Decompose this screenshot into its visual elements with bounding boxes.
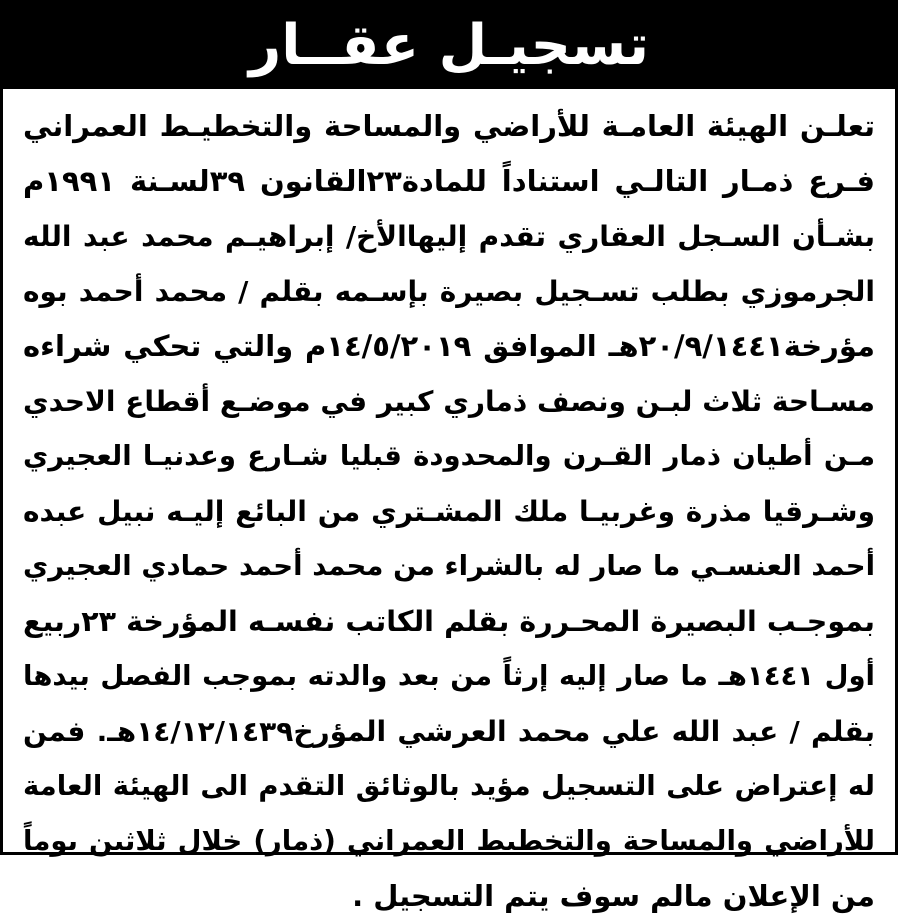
body-line: بموجـب البصيرة المحـررة بقلم الكاتب نفسـه المؤرخة ٢٣ربيع	[23, 605, 875, 638]
body-line: فـرع ذمـار التالـي استناداً للمادة٢٣القانون ٣٩لسـنة ١٩٩١م	[23, 164, 875, 198]
notice-body	[23, 99, 875, 924]
body-line: بشـأن السـجل العقاري تقدم إليهاالأخ/ إبراهيـم محمد عبد الله	[23, 220, 875, 253]
body-line: أحمد العنسـي ما صار له بالشراء من محمد أحمد حمادي العجيري	[23, 550, 875, 582]
body-line: أول ١٤٤١هـ ما صار إليه إرثاً من بعد والدته بموجب الفصل بيدها	[23, 660, 875, 692]
body-line: من الإعلان مالم سوف يتم التسجيل .	[352, 879, 875, 913]
body-line: وشـرقيا مذرة وغربيـا ملك المشـتري من البائع إليـه نبيل عبده	[23, 495, 875, 528]
body-line: له إعتراض على التسجيل مؤيد بالوثائق التقدم الى الهيئة العامة	[23, 770, 875, 802]
body-line: تعلـن الهيئة العامـة للأراضي والمساحة والتخطيـط العمراني	[23, 109, 875, 143]
body-line: للأراضي والمساحة والتخطيط العمراني (ذمار) خلال ثلاثين يوماً	[23, 825, 875, 857]
body-line: مسـاحة ثلاث لبـن ونصف ذماري كبير في موضـع أقطاع الاحدي	[23, 385, 875, 418]
body-line: الجرموزي بطلب تسـجيل بصيرة بإسـمه بقلم / محمد أحمد بوه	[23, 275, 875, 308]
body-line: مـن أطيان ذمار القـرن والمحدودة قبليا شـارع وعدنيـا العجيري	[23, 440, 875, 472]
notice-title: تسجيـل عقــار	[249, 13, 649, 78]
title-bar	[3, 3, 895, 89]
body-line: مؤرخة٢٠/٩/١٤٤١هـ الموافق ١٤/٥/٢٠١٩م والتي تحكي شراءه	[23, 329, 875, 363]
body-line: بقلم / عبد الله علي محمد العرشي المؤرخ١٤/١٢/١٤٣٩هـ. فمن	[23, 715, 875, 748]
